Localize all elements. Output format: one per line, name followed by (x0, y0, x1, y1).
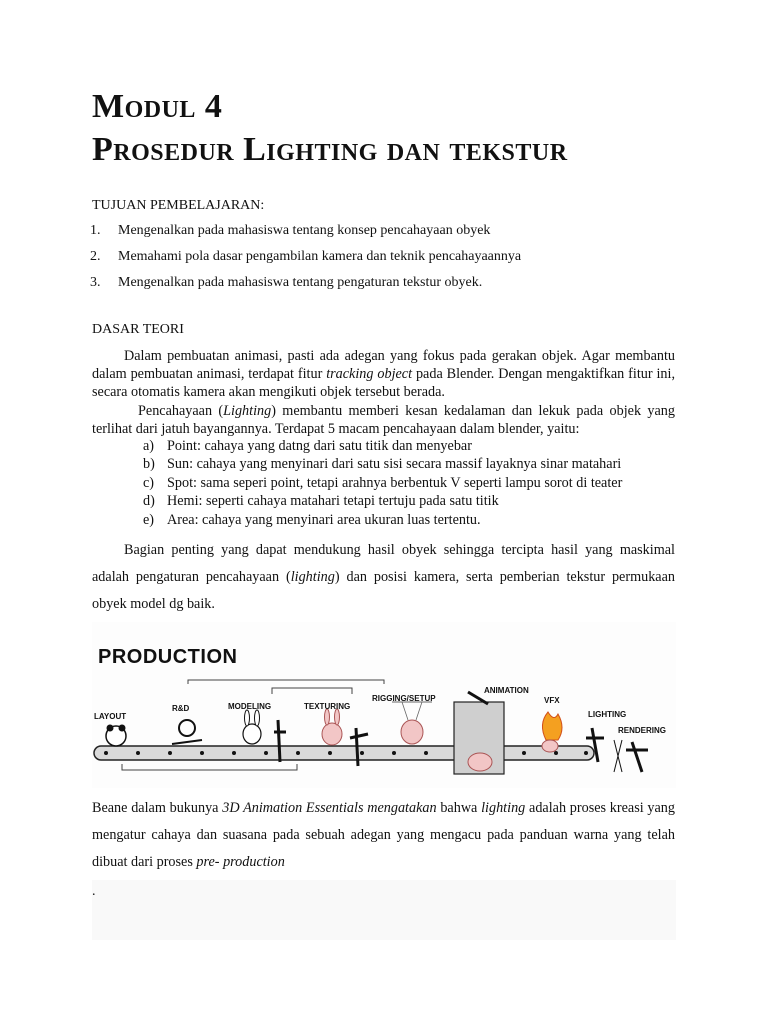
stage-label: MODELING (228, 702, 272, 711)
theory-paragraph-3: Bagian penting yang dapat mendukung hasil obyek sehingga tercipta hasil yang maskimal adalah pengaturan pencahayaan (lighting) dan posisi kamera, serta pemberian tekstur permukaan obyek model dg baik. (92, 542, 675, 612)
figure-title: PRODUCTION (98, 646, 238, 668)
stage-label: TEXTURING (304, 702, 351, 711)
module-subtitle: Prosedur Lighting dan tekstur (92, 131, 568, 168)
list-item: b) Sun: cahaya yang menyinari dari satu sisi secara massif layaknya sinar matahari (143, 456, 622, 473)
production-pipeline-figure (92, 622, 676, 788)
theory-heading: DASAR TEORI (92, 322, 184, 337)
list-item: d) Hemi: seperti cahaya matahari tetapi tertuju pada satu titik (143, 493, 499, 510)
closing-paragraph: Beane dalam bukunya 3D Animation Essentials mengatakan bahwa lighting adalah proses kreasi yang mengatur cahaya dan suasana pada sebuah adegan yang mengacu pada panduan warna yang telah dibuat dari proses pre- production (92, 800, 675, 870)
list-item: 1. Mengenalkan pada mahasiswa tentang konsep pencahayaan obyek (90, 223, 491, 238)
stage-label: VFX (544, 696, 560, 705)
theory-paragraph-2: Pencahayaan (Lighting) membantu memberi kesan kedalaman dan lekuk pada objek yang terlihat dari jatuh bayangannya. Terdapat 5 macam pencahayaan dalam blender, yaitu: (92, 403, 675, 438)
stage-label: RENDERING (618, 726, 667, 735)
list-item: a) Point: cahaya yang datng dari satu titik dan menyebar (143, 438, 472, 454)
stage-label: R&D (172, 704, 190, 713)
list-item: e) Area: cahaya yang menyinari area ukuran luas tertentu. (143, 511, 481, 528)
objectives-heading: TUJUAN PEMBELAJARAN: (92, 198, 265, 213)
stage-label: LAYOUT (94, 712, 127, 721)
lighting-types-list (143, 437, 622, 529)
faded-figure-area (92, 880, 676, 940)
module-title: Modul 4 (92, 88, 223, 125)
theory-paragraph-1: Dalam pembuatan animasi, pasti ada adegan yang fokus pada gerakan objek. Agar membantu dalam pembuatan animasi, terdapat fitur tracking object pada Blender. Dengan mengaktifkan fitur ini, secara otomatis kamera akan mengikuti objek tersebut berada. (92, 348, 675, 401)
objectives-list (90, 222, 521, 300)
stray-period: . (92, 884, 96, 899)
stage-label: ANIMATION (484, 686, 529, 695)
stage-label: RIGGING/SETUP (372, 694, 436, 703)
stage-label: LIGHTING (588, 710, 627, 719)
list-item: 3. Mengenalkan pada mahasiswa tentang pengaturan tekstur obyek. (90, 275, 483, 290)
list-item: c) Spot: sama seperi point, tetapi arahnya berbentuk V seperti lampu sorot di teater (143, 474, 623, 491)
list-item: 2. Memahami pola dasar pengambilan kamera dan teknik pencahayaannya (90, 249, 522, 264)
